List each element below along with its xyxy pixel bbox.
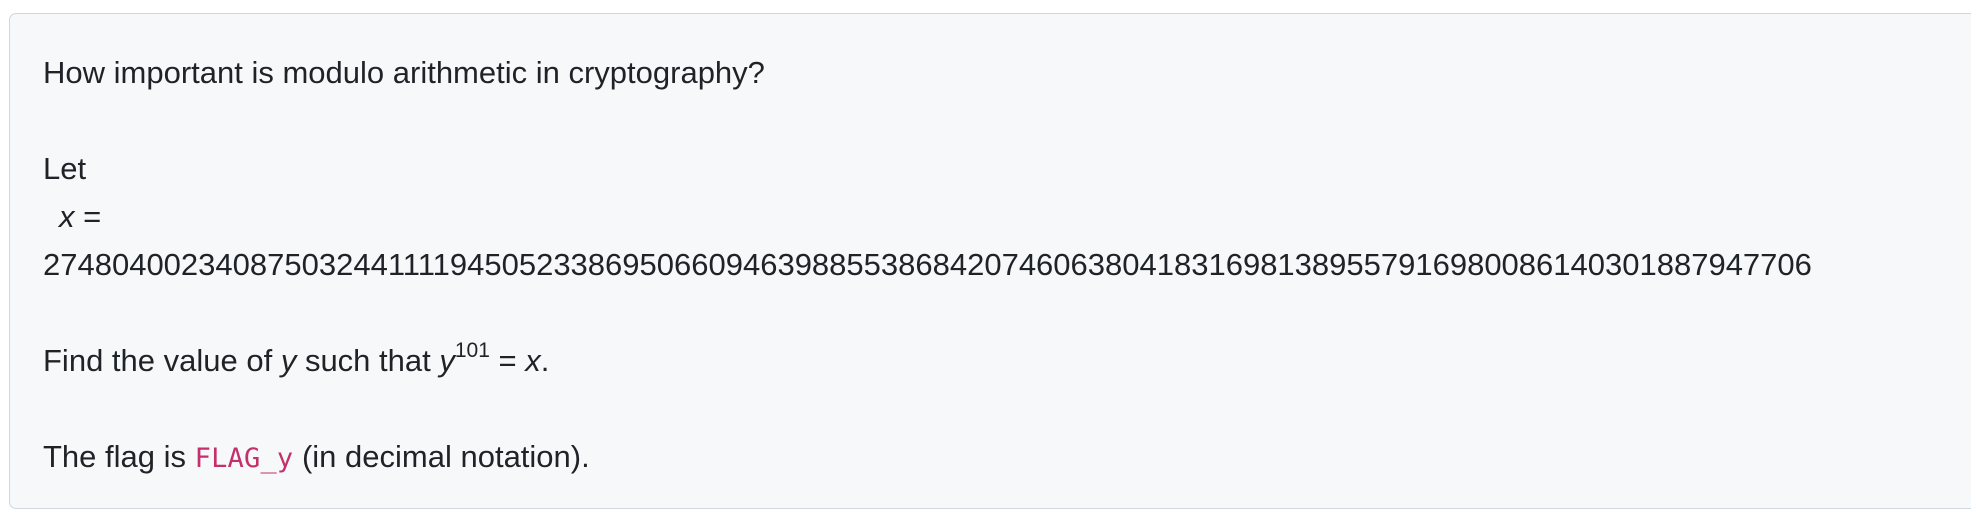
find-suffix: . xyxy=(540,343,550,378)
exponent: 101 xyxy=(454,338,490,362)
find-equals: = xyxy=(489,343,526,378)
flag-prefix: The flag is xyxy=(43,439,195,474)
x-equals-line xyxy=(59,198,101,236)
x-value: 2748040023408750324411119450523386950660946398855386842074606380418316981389557916980086140301887947706 xyxy=(43,247,1812,282)
y-variable: y xyxy=(280,343,297,378)
challenge-card xyxy=(9,13,1971,509)
let-label: Let xyxy=(43,151,87,186)
flag-statement xyxy=(43,438,590,478)
challenge-question: How important is modulo arithmetic in cryptography? xyxy=(43,55,765,90)
x-variable: x xyxy=(59,199,75,234)
flag-format-code: FLAG_y xyxy=(194,443,294,474)
find-statement xyxy=(43,338,550,380)
equals-sign: = xyxy=(83,199,102,234)
x-variable-rhs: x xyxy=(525,343,541,378)
find-middle: such that xyxy=(296,343,440,378)
y-variable-power-base: y xyxy=(439,343,455,378)
find-prefix: Find the value of xyxy=(43,343,281,378)
flag-suffix: (in decimal notation). xyxy=(293,439,590,474)
